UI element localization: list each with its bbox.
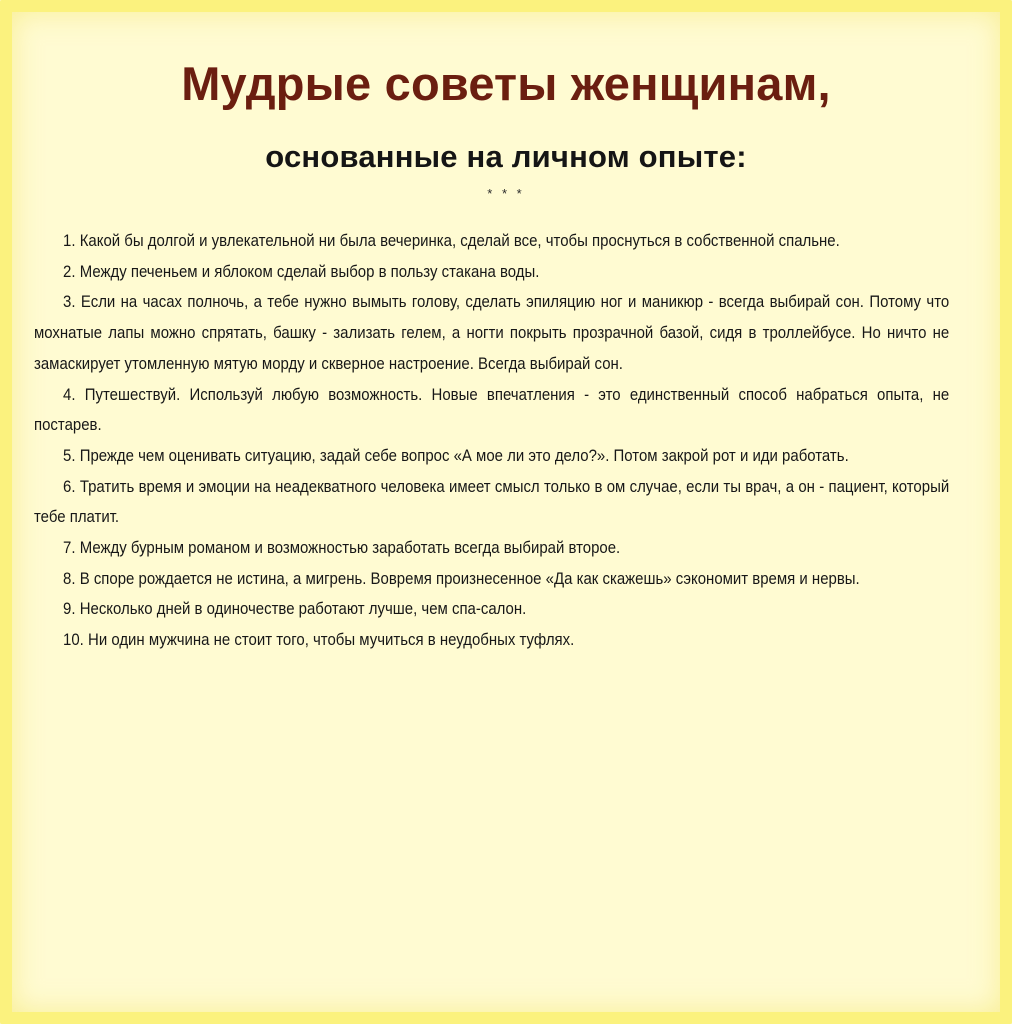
tip-number: 5. xyxy=(63,445,76,465)
tip-item xyxy=(34,380,949,441)
tip-item xyxy=(34,441,949,472)
tip-number: 4. xyxy=(63,384,76,404)
tip-number: 8. xyxy=(63,568,76,588)
tip-text: Тратить время и эмоции на неадекватного человека имеет смысл только в ом случае, если ты врач, а он - пациент, который тебе платит. xyxy=(34,476,950,527)
tip-text: Несколько дней в одиночестве работают лучше, чем спа-салон. xyxy=(79,599,527,619)
tip-item xyxy=(34,472,949,533)
tip-item xyxy=(34,287,949,379)
tip-item xyxy=(34,257,949,288)
tip-number: 10. xyxy=(63,630,84,650)
tip-number: 7. xyxy=(63,538,76,558)
tip-number: 1. xyxy=(63,231,76,250)
tip-text: Между печеньем и яблоком сделай выбор в пользу стакана воды. xyxy=(79,261,540,281)
tip-text: Между бурным романом и возможностью заработать всегда выбирай второе. xyxy=(79,538,621,558)
tip-text: Если на часах полночь, а тебе нужно вымыть голову, сделать эпиляцию ног и маникюр - всегда выбирай сон. Потому что мохнатые лапы можно спрятать, башку - зализать гелем, а ногти покрыть прозрачной базой, сидя в троллейбусе. Но ничто не замаскирует утомленную мятую морду и скверное настроение. Всегда выбирай сон. xyxy=(34,292,950,373)
tip-text: Прежде чем оценивать ситуацию, задай себе вопрос «А мое ли это дело?». Потом закрой рот и иди работать. xyxy=(79,445,849,465)
tip-item xyxy=(34,564,949,595)
tip-number: 3. xyxy=(63,292,76,312)
tip-number: 6. xyxy=(63,476,76,496)
tip-item xyxy=(34,625,949,656)
tip-number: 2. xyxy=(63,261,76,281)
tip-text: Путешествуй. Используй любую возможность. Новые впечатления - это единственный способ набраться опыта, не постарев. xyxy=(34,384,950,435)
asterisk-divider: * * * xyxy=(487,186,525,201)
tip-text: Какой бы долгой и увлекательной ни была вечеринка, сделай все, чтобы проснуться в собственной спальне. xyxy=(79,231,840,250)
tip-item xyxy=(34,226,949,257)
tip-number: 9. xyxy=(63,599,76,619)
page-title: Мудрые советы женщинам, xyxy=(181,57,831,110)
tip-item xyxy=(34,594,949,625)
tips-list xyxy=(34,226,950,656)
tip-text: В споре рождается не истина, а мигрень. Вовремя произнесенное «Да как скажешь» сэкономит время и нервы. xyxy=(79,568,860,588)
tip-item xyxy=(34,533,949,564)
page-subtitle: основанные на личном опыте: xyxy=(265,139,747,174)
tip-text: Ни один мужчина не стоит того, чтобы мучиться в неудобных туфлях. xyxy=(88,630,575,650)
